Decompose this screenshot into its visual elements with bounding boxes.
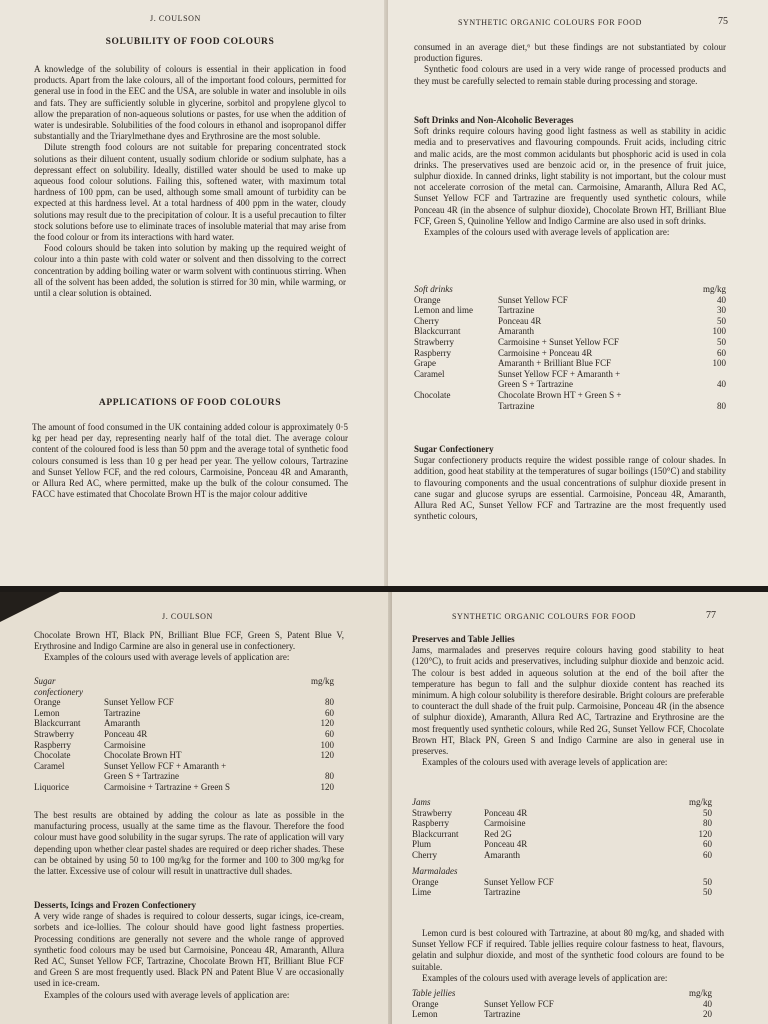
product-cell: Blackcurrant xyxy=(414,326,461,337)
table-row xyxy=(34,708,334,719)
header-spacer xyxy=(484,797,664,808)
product-cell: Cherry xyxy=(412,849,437,860)
table-row xyxy=(414,369,726,380)
product-cell: Raspberry xyxy=(412,818,449,829)
table-header-row xyxy=(412,866,712,877)
colour-cell: Ponceau 4R xyxy=(484,807,528,818)
table-row xyxy=(412,818,712,829)
colour-cell: Tartrazine xyxy=(498,400,535,411)
running-head: J. COULSON xyxy=(150,14,201,23)
paragraph: Synthetic food colours are used in a very wide range of processed products and they must be carefully selected to remain stable during processing and storage. xyxy=(414,64,726,86)
table-header-row xyxy=(412,797,712,808)
product-cell: Strawberry xyxy=(34,728,74,739)
table-row xyxy=(34,750,334,761)
subheading-preserves: Preserves and Table Jellies xyxy=(412,634,515,644)
colour-cell: Carmoisine + Tartrazine + Green S xyxy=(104,781,231,792)
colour-cell: Carmoisine xyxy=(484,818,526,829)
table-row xyxy=(412,839,712,850)
subheading-desserts: Desserts, Icings and Frozen Confectionery xyxy=(34,900,197,910)
paragraph: Soft drinks require colours having good light fastness as well as stability in acidic media and to preservatives and flavouring compounds. Fruit acids, including citric and malic acids, are the most common acidulants but phosphoric acid is used in cola drinks. The preservatives used are benzoic acid or, in the presence of fruit juice, sulphur dioxide. In canned drinks, light stability is not important, but the colour must not accelerate corrosion of the metal can. Carmoisine, Amaranth, Allura Red AC, Sunset Yellow FCF and Tartrazine are frequently used synthetic colours, while Ponceau 4R (in the absence of sulphur dioxide), Chocolate Brown HT, Brilliant Blue FCF, Green S, Quinoline Yellow and Indigo Carmine are also used in soft drinks. xyxy=(414,126,726,226)
table-row xyxy=(412,850,712,861)
product-cell: Chocolate xyxy=(34,750,71,761)
intro-text xyxy=(414,42,726,87)
solubility-text xyxy=(34,64,346,299)
colour-cell: Chocolate Brown HT xyxy=(104,750,182,761)
paragraph: The amount of food consumed in the UK containing added colour is approximately 0·5 kg per head per day, representing nearly half of the total diet. The average colour content of the coloured food is less than 50 ppm and the average total of synthetic food colours consumed is less than 10 g per head per year. The yellow colours, Tartrazine and Sunset Yellow FCF, and the red colours, Carmoisine, Ponceau 4R and Amaranth, or Allura Red AC, where permitted, make up the bulk of the colour consumed. The FACC have estimated that Chocolate Brown HT is the major colour additive xyxy=(32,422,348,500)
category-label: Sugar confectionery xyxy=(34,676,83,697)
unit-label: mg/kg xyxy=(702,284,726,294)
colour-cell: Sunset Yellow FCF xyxy=(484,876,554,887)
product-cell: Orange xyxy=(412,998,439,1009)
table-row xyxy=(412,1009,712,1020)
table-jellies-table xyxy=(412,988,712,1020)
table-body xyxy=(414,284,726,411)
header-spacer xyxy=(484,866,664,877)
colour-cell: Ponceau 4R xyxy=(104,728,148,739)
section-title-solubility: SOLUBILITY OF FOOD COLOURS xyxy=(105,37,275,47)
paragraph: Examples of the colours used with average levels of application are: xyxy=(422,757,668,768)
level-cell: 80 xyxy=(717,400,726,411)
level-cell: 50 xyxy=(717,336,726,347)
paragraph: Food colours should be taken into solution by making up the required weight of colour into a thin paste with cold water or solvent and then dissolving to the correct concentration by adding boiling water or warm solvent with continuous stirring. When all of the solvent has been added, the solution is stirred for 30 min, while warming, or until a clear solution is obtained. xyxy=(34,243,346,299)
table-row xyxy=(34,697,334,708)
table-row xyxy=(34,729,334,740)
page-number: 75 xyxy=(718,16,728,27)
table-header-row xyxy=(412,988,712,999)
level-cell: 50 xyxy=(703,887,712,898)
running-head: J. COULSON xyxy=(162,612,213,621)
colour-cell: Sunset Yellow FCF xyxy=(498,294,568,305)
running-head: SYNTHETIC ORGANIC COLOURS FOR FOOD xyxy=(452,612,636,621)
product-cell: Cherry xyxy=(414,315,439,326)
level-cell: 120 xyxy=(698,828,712,839)
table-row xyxy=(34,782,334,793)
table-row xyxy=(414,348,726,359)
table-row xyxy=(414,295,726,306)
product-cell: Raspberry xyxy=(34,739,71,750)
level-cell xyxy=(290,761,334,772)
shadow-corner xyxy=(0,592,60,622)
table-row xyxy=(34,740,334,751)
table-header-row xyxy=(414,284,726,295)
page-74 xyxy=(0,0,388,588)
colour-cell: Tartrazine xyxy=(484,887,521,898)
results-text xyxy=(34,810,344,877)
colour-cell: Sunset Yellow FCF xyxy=(484,998,554,1009)
level-cell: 120 xyxy=(320,750,334,761)
product-cell: Orange xyxy=(34,697,61,708)
lemon-curd-text xyxy=(412,928,724,984)
colour-cell: Amaranth xyxy=(498,326,534,337)
paragraph: Dilute strength food colours are not suitable for preparing concentrated stock solutions as their diluent content, usually sodium chloride or sodium sulphate, has a depressant effect on solubility. Ideally, distilled water should be used to make up aqueous food colour solutions. Failing this, softened water, with maximum total hardness of 100 ppm, can be used, although some small amount of turbidity can be expected at this hardness level. At a total hardness of 400 ppm in the water, cloudy solutions may result due to the precipitation of colour. It is a useful precaution to filter stock solutions before use to eliminate traces of insoluble material that may arise from the food colour or from its interactions with hard water. xyxy=(34,142,346,243)
soft-drinks-table xyxy=(414,284,726,411)
colour-cell: Sunset Yellow FCF xyxy=(104,697,174,708)
level-cell xyxy=(682,390,726,401)
level-cell: 50 xyxy=(703,876,712,887)
level-cell: 20 xyxy=(703,1009,712,1020)
level-cell: 30 xyxy=(717,305,726,316)
running-head: SYNTHETIC ORGANIC COLOURS FOR FOOD xyxy=(458,18,642,27)
level-cell: 60 xyxy=(703,849,712,860)
table-row xyxy=(414,326,726,337)
level-cell: 60 xyxy=(717,347,726,358)
table-body xyxy=(412,866,712,898)
product-cell: Plum xyxy=(412,839,432,850)
paragraph: Chocolate Brown HT, Black PN, Brilliant Blue FCF, Green S, Patent Blue V, Erythrosine and Indigo Carmine are also in general use in confectionery. xyxy=(34,630,344,652)
colour-cell: Amaranth + Brilliant Blue FCF xyxy=(498,358,612,369)
product-cell xyxy=(34,771,104,782)
header-spacer xyxy=(498,284,682,295)
preserves-section xyxy=(412,634,724,768)
level-cell: 100 xyxy=(712,326,726,337)
soft-drinks-section xyxy=(414,115,726,238)
product-cell: Lemon xyxy=(412,1009,438,1020)
intro-text xyxy=(34,630,344,664)
paragraph: A knowledge of the solubility of colours is essential in their application in food products. Apart from the lake colours, all of the important food colours, permitted for general use in food in the EEC and the USA, are soluble in water and insoluble in oils and fats. They are sufficiently soluble in glycerine, sorbitol and propylene glycol to allow the preparation of non-aqueous solutions or pastes, for use when the addition of water is undesirable. Solubilities of the food colours in ethanol and isopropanol differ substantially and the Triarylmethane dyes and Erythrosine are the most soluble. xyxy=(34,64,346,142)
product-cell: Strawberry xyxy=(412,807,452,818)
header-spacer xyxy=(484,988,664,999)
product-cell: Chocolate xyxy=(414,389,451,400)
category-label: Jams xyxy=(412,797,431,807)
paragraph: The best results are obtained by adding the colour as late as possible in the manufacturing process, usually at the same time as the flavour. Therefore the food colour must have good solubility in the sugar syrups. The rate of application will vary depending upon whether clear pastel shades are required or deep richer shades. These can be obtained by using 50 to 100 mg/kg for the former and 100 to 300 mg/kg for the latter. Excessive use of colour will result in unattractive dull shades. xyxy=(34,810,344,877)
product-cell: Blackcurrant xyxy=(412,828,459,839)
page-number: 77 xyxy=(706,610,716,621)
product-cell: Lemon xyxy=(34,707,60,718)
subheading-sugar-confectionery: Sugar Confectionery xyxy=(414,444,494,454)
category-label: Soft drinks xyxy=(414,284,453,294)
table-row xyxy=(34,718,334,729)
table-body xyxy=(412,797,712,861)
table-row xyxy=(414,401,726,412)
colour-cell: Sunset Yellow FCF + Amaranth + xyxy=(104,760,227,771)
section-title-applications: APPLICATIONS OF FOOD COLOURS xyxy=(98,398,282,408)
unit-label: mg/kg xyxy=(688,988,712,998)
colour-cell: Carmoisine xyxy=(104,739,146,750)
applications-text xyxy=(32,422,348,500)
product-cell xyxy=(414,379,498,390)
table-row xyxy=(414,305,726,316)
product-cell: Orange xyxy=(412,876,439,887)
table-row xyxy=(412,887,712,898)
paragraph: Examples of the colours used with average levels of application are: xyxy=(424,227,670,238)
table-row xyxy=(412,999,712,1010)
paragraph: Examples of the colours used with average levels of application are: xyxy=(44,989,290,1000)
table-row xyxy=(34,761,334,772)
level-cell xyxy=(682,369,726,380)
product-cell: Raspberry xyxy=(414,347,451,358)
colour-cell: Tartrazine xyxy=(104,707,141,718)
sugar-confectionery-section xyxy=(414,444,726,522)
colour-cell: Sunset Yellow FCF + Amaranth + xyxy=(498,368,621,379)
paragraph: A very wide range of shades is required to colour desserts, sugar icings, ice-cream, sorbets and ice-lollies. The colour should have good light fastness properties. Processing conditions are generally not severe and the whole range of approved synthetic food colours may be used but Carmoisine, Ponceau 4R, Amaranth, Allura Red AC, Sunset Yellow FCF, Tartrazine, Chocolate Brown HT, Brilliant Blue FCF and Green S are most frequently used. Black PN and Patent Blue V are occasionally used in ice-cream. xyxy=(34,911,344,989)
table-row xyxy=(34,771,334,782)
sugar-confectionery-table xyxy=(34,676,334,793)
desserts-section xyxy=(34,900,344,1001)
page-75 xyxy=(388,0,768,588)
colour-cell: Tartrazine xyxy=(498,305,535,316)
level-cell: 120 xyxy=(320,781,334,792)
level-cell: 120 xyxy=(320,718,334,729)
table-row xyxy=(412,877,712,888)
table-row xyxy=(414,316,726,327)
table-body xyxy=(34,676,334,793)
level-cell: 60 xyxy=(325,707,334,718)
paragraph: Examples of the colours used with average levels of application are: xyxy=(422,972,668,983)
table-row xyxy=(414,390,726,401)
level-cell: 80 xyxy=(325,697,334,708)
marmalades-table xyxy=(412,866,712,898)
paragraph: Lemon curd is best coloured with Tartrazine, at about 80 mg/kg, and shaded with Sunset Yellow FCF if required. Table jellies require colour fastness to heat, flavours, gelatin and sulphur dioxide, and most of the synthetic food colours are found to be suitable. xyxy=(412,928,724,972)
product-cell: Caramel xyxy=(34,760,65,771)
table-body xyxy=(412,988,712,1020)
subheading-soft-drinks: Soft Drinks and Non-Alcoholic Beverages xyxy=(414,115,574,125)
colour-cell: Red 2G xyxy=(484,828,512,839)
paragraph: Examples of the colours used with average levels of application are: xyxy=(44,652,290,663)
colour-cell: Carmoisine + Ponceau 4R xyxy=(498,347,593,358)
jams-table xyxy=(412,797,712,861)
level-cell: 100 xyxy=(320,739,334,750)
paragraph: Sugar confectionery products require the widest possible range of colour shades. In addition, good heat stability at the temperatures of sugar boilings (150°C) and stability to flavouring components and the usual concentrations of sulphur dioxide present in cane sugar and glucose syrups are essential. Carmoisine, Ponceau 4R, Amaranth, Allura Red AC, Sunset Yellow FCF and Tartrazine are the most frequently used synthetic colours, xyxy=(414,455,726,522)
level-cell: 40 xyxy=(703,998,712,1009)
table-header-row xyxy=(34,676,334,697)
unit-label: mg/kg xyxy=(310,676,334,686)
product-cell: Lime xyxy=(412,887,431,898)
colour-cell: Ponceau 4R xyxy=(484,839,528,850)
colour-cell: Amaranth xyxy=(104,718,140,729)
level-cell: 80 xyxy=(703,818,712,829)
product-cell: Strawberry xyxy=(414,336,454,347)
level-cell: 50 xyxy=(717,315,726,326)
colour-cell: Carmoisine + Sunset Yellow FCF xyxy=(498,336,619,347)
level-cell: 60 xyxy=(325,728,334,739)
unit-label: mg/kg xyxy=(688,797,712,807)
colour-cell: Chocolate Brown HT + Green S + xyxy=(498,389,622,400)
level-cell: 40 xyxy=(717,379,726,390)
product-cell: Grape xyxy=(414,358,436,369)
table-row xyxy=(414,358,726,369)
unit-label xyxy=(664,866,712,877)
table-row xyxy=(414,337,726,348)
table-row xyxy=(414,379,726,390)
paragraph: Jams, marmalades and preserves require colours having good stability to heat (120°C), to fruit acids and preservatives, including sulphur dioxide and benzoic acid. The colour is best added in aqueous solution at the end of the boil after the temperature has begun to fall and the sulphur dioxide content has reached its minimum. A high colour solubility is therefore desirable. Bright colours are preferable to counteract the dull shade of the fruit pulp. Carmoisine, Ponceau 4R (in the absence of sulphur dioxide), Amaranth, Allura Red AC, Tartrazine and Erythrosine are the most frequently used synthetic colours, while Red 2G, Sunset Yellow FCF, Chocolate Brown HT, Black PN, Green S and Indigo Carmine are also in general use in preserves. xyxy=(412,645,724,757)
level-cell: 60 xyxy=(703,839,712,850)
colour-cell: Ponceau 4R xyxy=(498,315,542,326)
level-cell: 50 xyxy=(703,807,712,818)
page-77 xyxy=(392,592,768,1024)
table-row xyxy=(412,808,712,819)
colour-cell: Tartrazine xyxy=(484,1009,521,1020)
product-cell xyxy=(414,401,498,412)
page-76 xyxy=(0,592,392,1024)
product-cell: Lemon and lime xyxy=(414,305,473,316)
colour-cell: Green S + Tartrazine xyxy=(104,771,179,782)
level-cell: 80 xyxy=(325,771,334,782)
category-label: Table jellies xyxy=(412,988,456,998)
paragraph: consumed in an average diet,⁶ but these findings are not substantiated by colour production figures. xyxy=(414,42,726,64)
product-cell: Blackcurrant xyxy=(34,718,81,729)
colour-cell: Green S + Tartrazine xyxy=(498,379,573,390)
level-cell: 40 xyxy=(717,294,726,305)
table-row xyxy=(412,829,712,840)
colour-cell: Amaranth xyxy=(484,849,520,860)
header-spacer xyxy=(104,676,290,697)
product-cell: Caramel xyxy=(414,368,445,379)
product-cell: Orange xyxy=(414,294,441,305)
product-cell: Liquorice xyxy=(34,781,69,792)
category-label: Marmalades xyxy=(412,866,458,876)
level-cell: 100 xyxy=(712,358,726,369)
